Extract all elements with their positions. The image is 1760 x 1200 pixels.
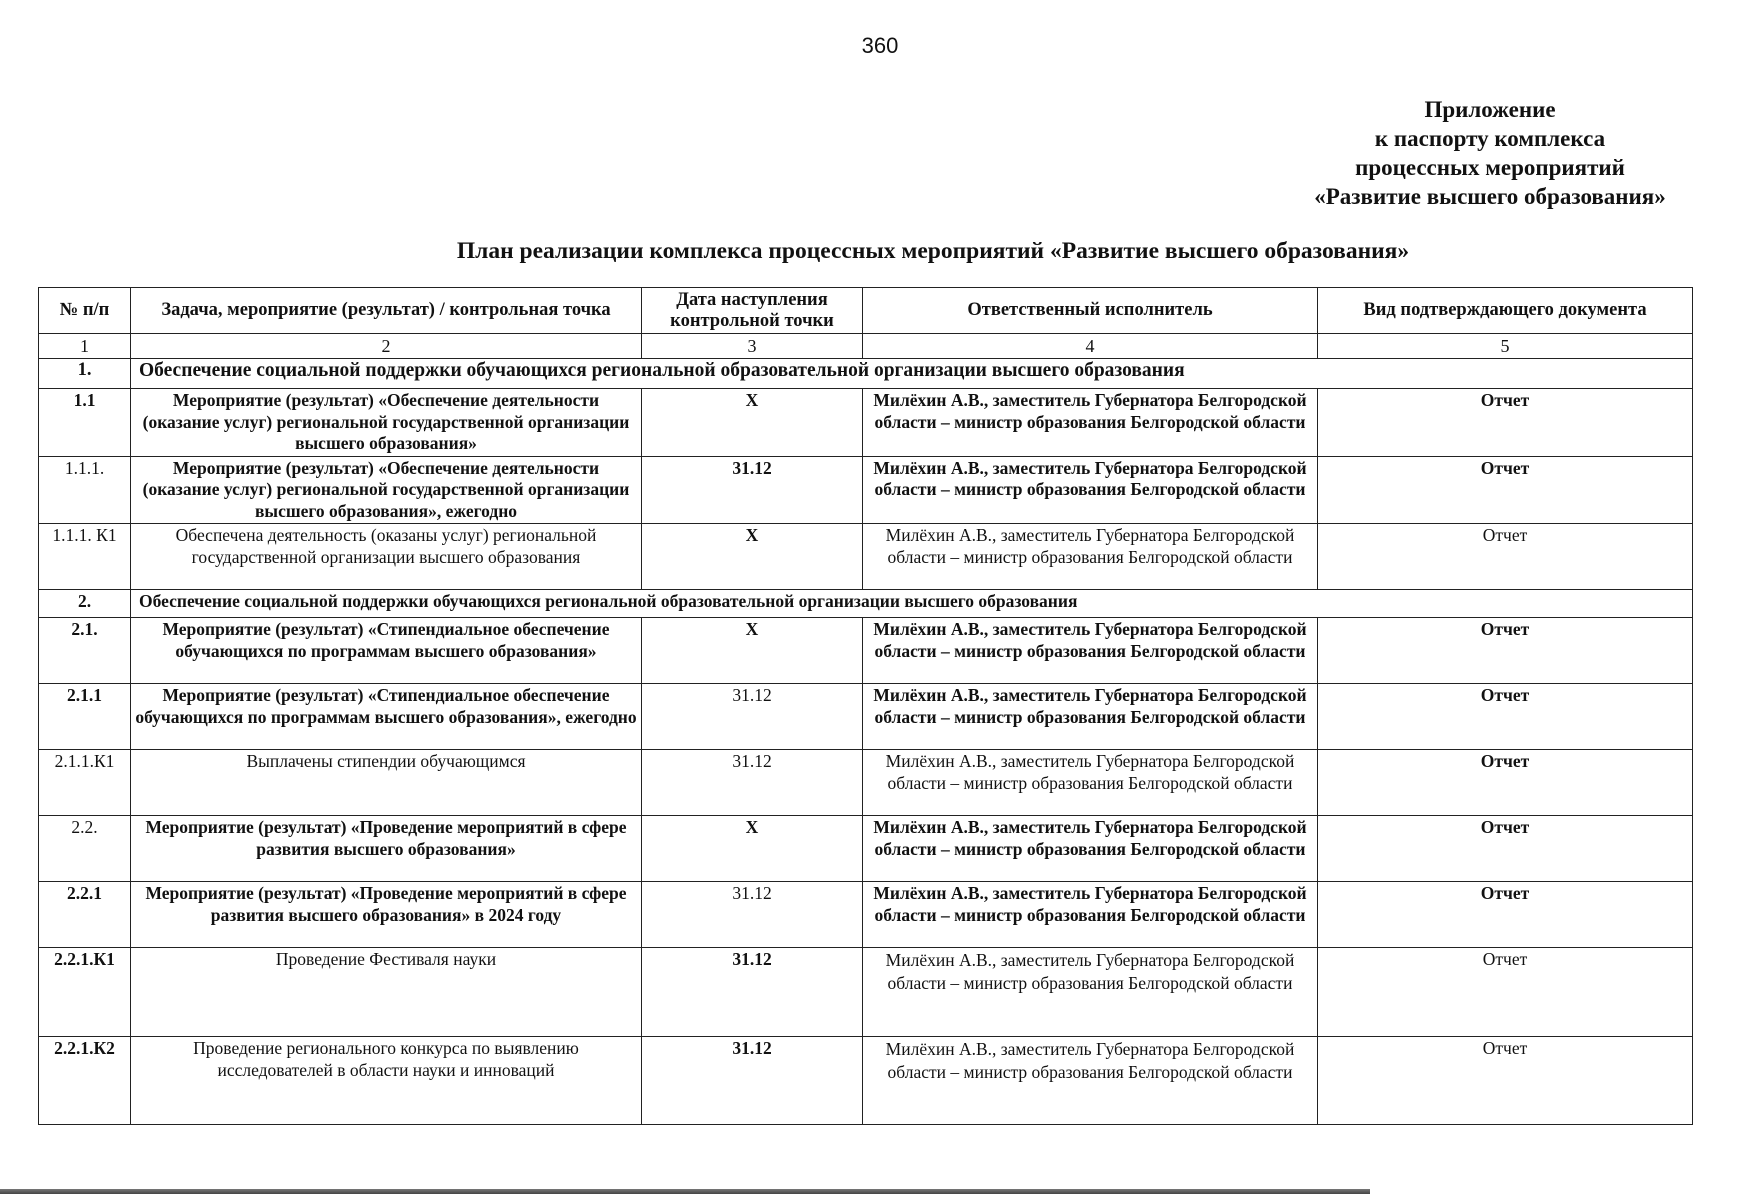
row-number: 2.1.1.К1 bbox=[39, 750, 131, 816]
row-date: 31.12 bbox=[642, 882, 863, 948]
row-responsible: Милёхин А.В., заместитель Губернатора Белгородской области – министр образования Белгородской области bbox=[863, 618, 1318, 684]
row-responsible: Милёхин А.В., заместитель Губернатора Белгородской области – министр образования Белгородской области bbox=[863, 948, 1318, 1037]
header-responsible: Ответственный исполнитель bbox=[863, 288, 1318, 334]
column-numbers-row bbox=[39, 334, 1693, 359]
appendix-line-2: к паспорту комплекса bbox=[1374, 126, 1606, 151]
header-activity: Задача, мероприятие (результат) / контрольная точка bbox=[131, 288, 642, 334]
table-row bbox=[39, 524, 1693, 590]
row-date: 31.12 bbox=[642, 684, 863, 750]
row-activity: Мероприятие (результат) «Проведение мероприятий в сфере развития высшего образования» в 2024 году bbox=[131, 882, 642, 948]
row-number: 1.1.1. К1 bbox=[39, 524, 131, 590]
row-responsible: Милёхин А.В., заместитель Губернатора Белгородской области – министр образования Белгородской области bbox=[863, 816, 1318, 882]
row-number: 2.2. bbox=[39, 816, 131, 882]
row-date: Х bbox=[642, 389, 863, 457]
row-document: Отчет bbox=[1318, 750, 1693, 816]
appendix-heading bbox=[1290, 95, 1690, 211]
row-date: 31.12 bbox=[642, 750, 863, 816]
task-number: 1. bbox=[39, 359, 131, 389]
row-responsible: Милёхин А.В., заместитель Губернатора Белгородской области – министр образования Белгородской области bbox=[863, 389, 1318, 457]
row-activity: Проведение регионального конкурса по выявлению исследователей в области науки и инноваций bbox=[131, 1037, 642, 1125]
row-activity: Мероприятие (результат) «Стипендиальное обеспечение обучающихся по программам высшего образования» bbox=[131, 618, 642, 684]
row-number: 2.2.1.К2 bbox=[39, 1037, 131, 1125]
table-row bbox=[39, 618, 1693, 684]
row-responsible: Милёхин А.В., заместитель Губернатора Белгородской области – министр образования Белгородской области bbox=[863, 1037, 1318, 1125]
table-row bbox=[39, 389, 1693, 457]
row-date: Х bbox=[642, 816, 863, 882]
table-row bbox=[39, 882, 1693, 948]
row-document: Отчет bbox=[1318, 882, 1693, 948]
row-document: Отчет bbox=[1318, 816, 1693, 882]
row-number: 2.1. bbox=[39, 618, 131, 684]
row-responsible: Милёхин А.В., заместитель Губернатора Белгородской области – министр образования Белгородской области bbox=[863, 750, 1318, 816]
task-number: 2. bbox=[39, 590, 131, 618]
header-number: № п/п bbox=[39, 288, 131, 334]
appendix-line-3: процессных мероприятий bbox=[1355, 155, 1625, 180]
row-date: Х bbox=[642, 524, 863, 590]
document-title: План реализации комплекса процессных мероприятий «Развитие высшего образования» bbox=[456, 238, 1410, 264]
table-row bbox=[39, 456, 1693, 524]
row-document: Отчет bbox=[1318, 948, 1693, 1037]
header-date: Дата наступления контрольной точки bbox=[642, 288, 863, 334]
row-document: Отчет bbox=[1318, 618, 1693, 684]
row-number: 1.1.1. bbox=[39, 456, 131, 524]
appendix-line-4: «Развитие высшего образования» bbox=[1314, 184, 1666, 209]
page-number: 360 bbox=[861, 33, 899, 58]
row-number: 2.1.1 bbox=[39, 684, 131, 750]
column-number: 5 bbox=[1318, 334, 1693, 359]
table-row bbox=[39, 684, 1693, 750]
row-document: Отчет bbox=[1318, 524, 1693, 590]
row-date: 31.12 bbox=[642, 1037, 863, 1125]
row-responsible: Милёхин А.В., заместитель Губернатора Белгородской области – министр образования Белгородской области bbox=[863, 456, 1318, 524]
table-row bbox=[39, 948, 1693, 1037]
row-activity: Проведение Фестиваля науки bbox=[131, 948, 642, 1037]
row-document: Отчет bbox=[1318, 456, 1693, 524]
row-responsible: Милёхин А.В., заместитель Губернатора Белгородской области – министр образования Белгородской области bbox=[863, 524, 1318, 590]
row-activity: Мероприятие (результат) «Стипендиальное обеспечение обучающихся по программам высшего образования», ежегодно bbox=[131, 684, 642, 750]
row-date: Х bbox=[642, 618, 863, 684]
column-number: 3 bbox=[642, 334, 863, 359]
plan-table bbox=[38, 287, 1693, 1125]
table-row bbox=[39, 816, 1693, 882]
row-number: 2.2.1 bbox=[39, 882, 131, 948]
row-activity: Выплачены стипендии обучающимся bbox=[131, 750, 642, 816]
row-responsible: Милёхин А.В., заместитель Губернатора Белгородской области – министр образования Белгородской области bbox=[863, 684, 1318, 750]
task-title: Обеспечение социальной поддержки обучающихся региональной образовательной организации высшего образования bbox=[131, 359, 1693, 389]
row-date: 31.12 bbox=[642, 456, 863, 524]
scan-bottom-edge bbox=[0, 1189, 1370, 1194]
row-activity: Мероприятие (результат) «Проведение мероприятий в сфере развития высшего образования» bbox=[131, 816, 642, 882]
column-number: 1 bbox=[39, 334, 131, 359]
row-number: 2.2.1.К1 bbox=[39, 948, 131, 1037]
row-activity: Обеспечена деятельность (оказаны услуг) региональной государственной организации высшего образования bbox=[131, 524, 642, 590]
row-document: Отчет bbox=[1318, 684, 1693, 750]
task-row bbox=[39, 359, 1693, 389]
column-number: 4 bbox=[863, 334, 1318, 359]
row-activity: Мероприятие (результат) «Обеспечение деятельности (оказание услуг) региональной государственной организации высшего образования», ежегодно bbox=[131, 456, 642, 524]
column-number: 2 bbox=[131, 334, 642, 359]
row-date: 31.12 bbox=[642, 948, 863, 1037]
row-document: Отчет bbox=[1318, 389, 1693, 457]
table-row bbox=[39, 1037, 1693, 1125]
header-document: Вид подтверждающего документа bbox=[1318, 288, 1693, 334]
table-header-row bbox=[39, 288, 1693, 334]
row-number: 1.1 bbox=[39, 389, 131, 457]
task-row bbox=[39, 590, 1693, 618]
appendix-line-1: Приложение bbox=[1424, 97, 1556, 122]
task-title: Обеспечение социальной поддержки обучающихся региональной образовательной организации высшего образования bbox=[131, 590, 1693, 618]
table-row bbox=[39, 750, 1693, 816]
row-responsible: Милёхин А.В., заместитель Губернатора Белгородской области – министр образования Белгородской области bbox=[863, 882, 1318, 948]
row-activity: Мероприятие (результат) «Обеспечение деятельности (оказание услуг) региональной государственной организации высшего образования» bbox=[131, 389, 642, 457]
row-document: Отчет bbox=[1318, 1037, 1693, 1125]
